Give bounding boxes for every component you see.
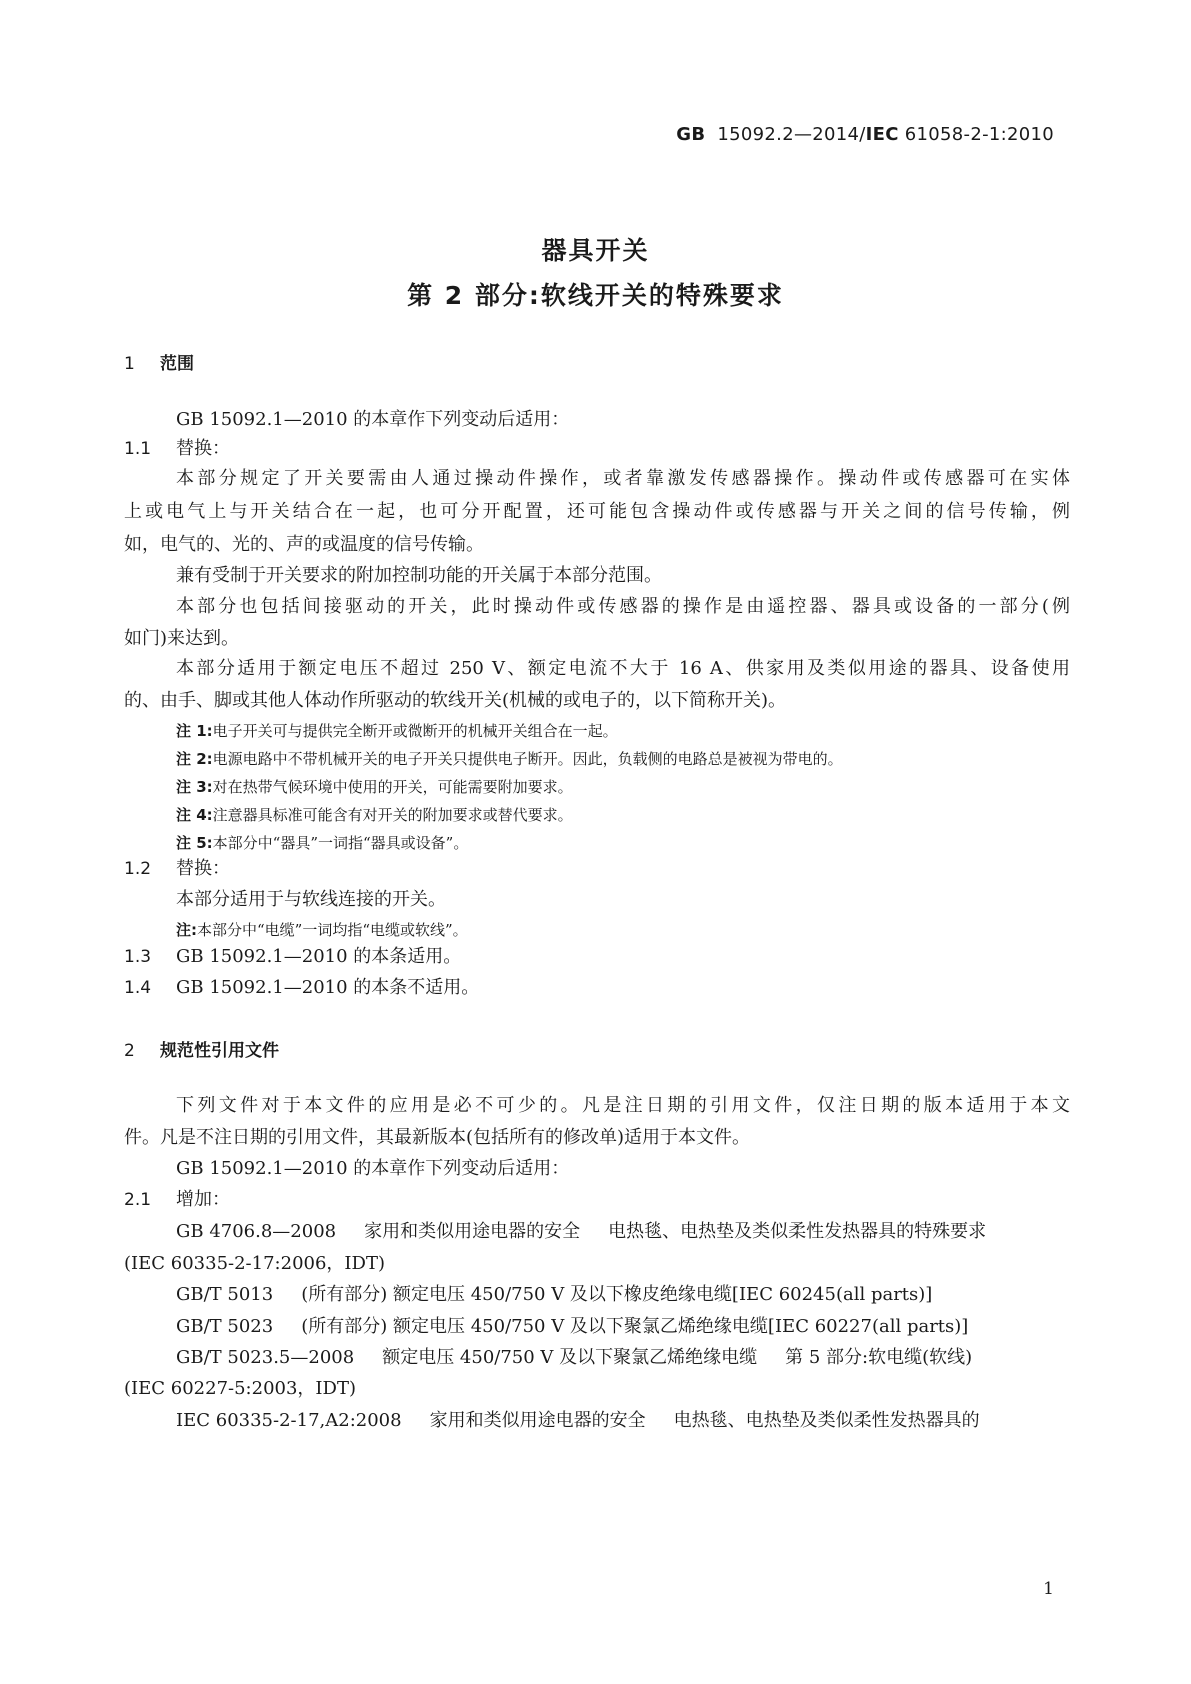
clause-1-2-number: 1.2 (124, 859, 152, 879)
note-2-text: 电源电路中不带机械开关的电子开关只提供电子断开。因此，负载侧的电路总是被视为带电的。 (212, 750, 843, 768)
reference-3-code: GB/T 5023 (176, 1316, 274, 1337)
scope-paragraph-1-line-3: 如，电气的、光的、声的或温度的信号传输。 (124, 534, 484, 555)
clause-1-3-number: 1.3 (124, 947, 152, 967)
reference-4-title-a: 额定电压 450/750 V 及以下聚氯乙烯绝缘电缆 (382, 1347, 758, 1368)
note-5-label: 注 5: (176, 834, 213, 852)
reference-1-code: GB 4706.8—2008 (176, 1221, 337, 1242)
note-3 (176, 777, 573, 797)
reference-4 (176, 1346, 1070, 1370)
clause-2-1-label: 增加： (176, 1189, 230, 1210)
reference-5-title-b: 电热毯、电热垫及类似柔性发热器具的 (673, 1410, 980, 1431)
note-1 (176, 721, 618, 741)
clause-1-4 (124, 976, 1070, 1000)
reference-1-title-b: 电热毯、电热垫及类似柔性发热器具的特殊要求 (608, 1221, 987, 1242)
normative-paragraph-line-1: 下列文件对于本文件的应用是必不可少的。凡是注日期的引用文件，仅注日期的版本适用于本文 (176, 1095, 1070, 1116)
normative-paragraph-line-2: 件。凡是不注日期的引用文件，其最新版本(包括所有的修改单)适用于本文件。 (124, 1127, 751, 1148)
note-3-label: 注 3: (176, 778, 213, 796)
clause-1-4-number: 1.4 (124, 978, 152, 998)
note-4-label: 注 4: (176, 806, 213, 824)
clause-1-2-text: 本部分适用于与软线连接的开关。 (176, 889, 446, 910)
scope-paragraph-1-line-1: 本部分规定了开关要需由人通过操动件操作，或者靠激发传感器操作。操动件或传感器可在实体 (176, 468, 1070, 489)
section-1-intro: GB 15092.1—2010 的本章作下列变动后适用： (176, 409, 570, 430)
scope-paragraph-1-line-2: 上或电气上与开关结合在一起，也可分开配置，还可能包含操动件或传感器与开关之间的信号传输，例 (124, 501, 1070, 522)
clause-1-1-label: 替换： (176, 438, 230, 459)
reference-1-line-2: (IEC 60335-2-17:2006，IDT) (124, 1253, 385, 1274)
reference-2-text: (所有部分) 额定电压 450/750 V 及以下橡皮绝缘电缆[IEC 60245(all parts)] (301, 1284, 933, 1305)
scope-paragraph-4-line-2: 的、由手、脚或其他人体动作所驱动的软线开关(机械的或电子的，以下简称开关)。 (124, 690, 787, 711)
scope-paragraph-3-line-2: 如门)来达到。 (124, 628, 240, 649)
note-1-label: 注 1: (176, 722, 213, 740)
document-title: 器具开关 (541, 236, 650, 265)
reference-2 (176, 1283, 1070, 1307)
reference-1-title-a: 家用和类似用途电器的安全 (364, 1221, 581, 1242)
document-subtitle: 第 2 部分:软线开关的特殊要求 (407, 281, 784, 310)
clause-1-3-text: GB 15092.1—2010 的本条适用。 (176, 946, 462, 967)
clause-1-2-note-label: 注: (176, 921, 197, 939)
clause-2-1 (124, 1188, 1070, 1212)
clause-1-4-text: GB 15092.1—2010 的本条不适用。 (176, 977, 480, 998)
note-2-label: 注 2: (176, 750, 213, 768)
clause-1-2 (124, 857, 1070, 881)
clause-1-2-label: 替换： (176, 858, 230, 879)
standard-code-iec-number: 61058-2-1:2010 (904, 124, 1054, 145)
reference-4-title-b: 第 5 部分:软电缆(软线) (785, 1347, 973, 1368)
reference-2-code: GB/T 5013 (176, 1284, 274, 1305)
section-1-heading (124, 349, 194, 374)
clause-1-2-note-text: 本部分中“电缆”一词均指“电缆或软线”。 (197, 921, 468, 939)
clause-1-3 (124, 945, 1070, 969)
reference-4-code: GB/T 5023.5—2008 (176, 1347, 355, 1368)
note-5 (176, 833, 468, 853)
reference-5-code: IEC 60335-2-17,A2:2008 (176, 1410, 402, 1431)
section-1-title: 范围 (160, 354, 194, 374)
clause-1-2-note (176, 920, 468, 940)
section-2-title: 规范性引用文件 (160, 1041, 279, 1061)
note-4-text: 注意器具标准可能含有对开关的附加要求或替代要求。 (212, 806, 573, 824)
scope-paragraph-3-line-1: 本部分也包括间接驱动的开关，此时操动件或传感器的操作是由遥控器、器具或设备的一部分(例 (176, 596, 1070, 617)
note-5-text: 本部分中“器具”一词指“器具或设备”。 (212, 834, 469, 852)
reference-3-text: (所有部分) 额定电压 450/750 V 及以下聚氯乙烯绝缘电缆[IEC 60227(all parts)] (301, 1316, 969, 1337)
scope-paragraph-4-line-1: 本部分适用于额定电压不超过 250 V、额定电流不大于 16 A、供家用及类似用途的器具、设备使用 (176, 658, 1070, 679)
clause-1-1-number: 1.1 (124, 439, 152, 459)
reference-1 (176, 1220, 1070, 1244)
section-1-number: 1 (124, 354, 135, 374)
note-4 (176, 805, 573, 825)
clause-1-1 (124, 437, 1070, 461)
section-2-number: 2 (124, 1041, 135, 1061)
reference-5-title-a: 家用和类似用途电器的安全 (429, 1410, 646, 1431)
section-2-heading (124, 1036, 279, 1061)
clause-2-1-number: 2.1 (124, 1190, 152, 1210)
reference-3 (176, 1315, 1070, 1339)
standard-code (676, 124, 1054, 145)
page-number: 1 (1043, 1579, 1054, 1599)
reference-5 (176, 1409, 1070, 1433)
note-3-text: 对在热带气候环境中使用的开关，可能需要附加要求。 (212, 778, 573, 796)
note-1-text: 电子开关可与提供完全断开或微断开的机械开关组合在一起。 (212, 722, 618, 740)
standard-code-prefix: GB (676, 124, 706, 145)
note-2 (176, 749, 843, 769)
standard-code-number: 15092.2—2014/ (717, 124, 866, 145)
reference-4-line-2: (IEC 60227-5:2003，IDT) (124, 1378, 357, 1399)
scope-paragraph-2: 兼有受制于开关要求的附加控制功能的开关属于本部分范围。 (176, 565, 662, 586)
standard-code-iec: IEC (865, 124, 899, 145)
section-2-intro: GB 15092.1—2010 的本章作下列变动后适用： (176, 1158, 570, 1179)
